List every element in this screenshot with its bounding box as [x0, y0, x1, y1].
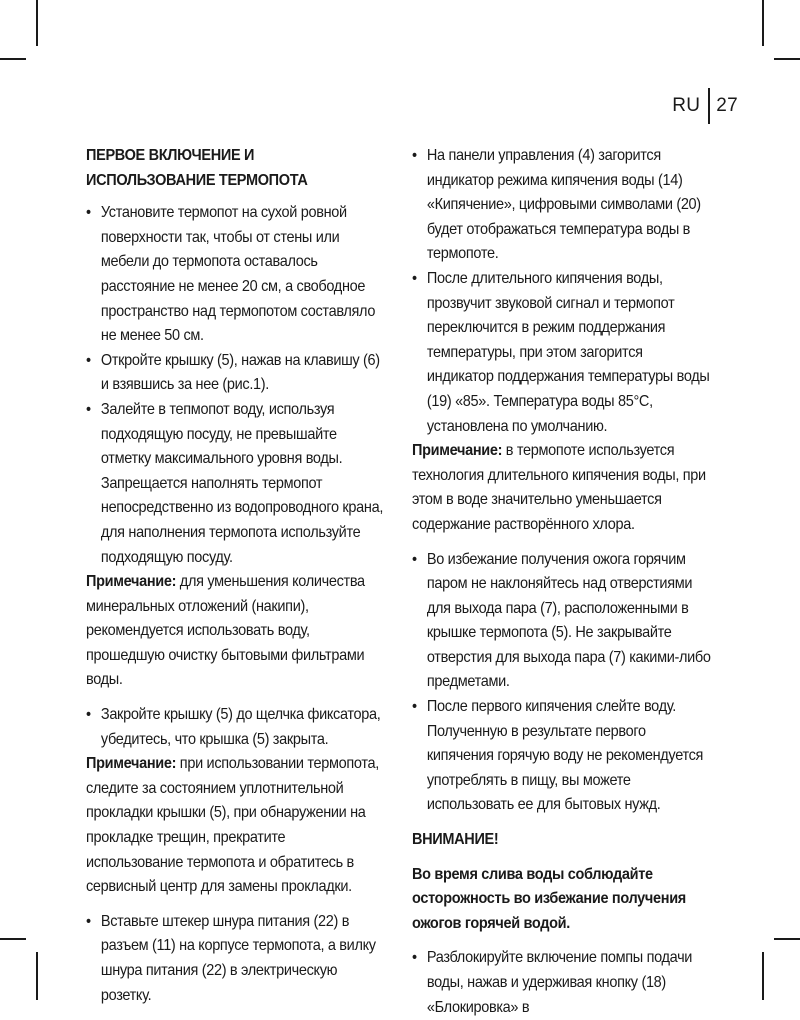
- bullet-glyph: •: [412, 698, 417, 716]
- list-item: [412, 946, 711, 1020]
- note-label: Примечание:: [86, 755, 177, 773]
- note-label: Примечание:: [86, 573, 177, 591]
- bullet-glyph: •: [86, 351, 91, 369]
- crop-mark: [774, 938, 800, 940]
- crop-mark: [0, 58, 26, 60]
- list-item: [86, 910, 385, 1008]
- bullet-glyph: •: [412, 269, 417, 287]
- list-item: [412, 695, 711, 818]
- bullet-glyph: •: [86, 706, 91, 724]
- list-item-text: На панели управления (4) загорится индикатор режима кипячения воды (14) «Кипячение», цифровыми символами (20) будет отображаться температура воды в термопоте.: [426, 147, 701, 263]
- bullet-list: [86, 703, 385, 752]
- bullet-glyph: •: [86, 400, 91, 418]
- list-item-text: После длительного кипячения воды, прозвучит звуковой сигнал и термопот переключится в режим поддержания температуры, при этом загорится индикатор поддержания температуры воды (19) «85». Температура воды 85°C, установлена по умолчанию.: [426, 269, 710, 435]
- bullet-list: [86, 201, 385, 570]
- bullet-glyph: •: [412, 147, 417, 164]
- note-label: Примечание:: [412, 442, 503, 460]
- page-number-value: 27: [716, 95, 738, 116]
- list-item: [412, 548, 711, 696]
- crop-mark: [0, 938, 26, 940]
- crop-mark: [774, 58, 800, 60]
- list-item-text: Разблокируйте включение помпы подачи воды, нажав и удерживая кнопку (18) «Блокировка» в: [426, 949, 693, 1016]
- note: [412, 439, 711, 537]
- bullet-glyph: •: [86, 204, 91, 222]
- crop-mark: [36, 0, 38, 46]
- section-heading: ПЕРВОЕ ВКЛЮЧЕНИЕ И ИСПОЛЬЗОВАНИЕ ТЕРМОПОТА: [86, 147, 308, 189]
- list-item-text: Во избежание получения ожога горячим паром не наклоняйтесь над отверстиями для выхода пара (7), расположенными в крышке термопота (5). Не закрывайте отверстия для выхода пара (7) какими-либо предметами.: [426, 550, 711, 691]
- bullet-glyph: •: [412, 550, 417, 568]
- list-item: [412, 267, 711, 439]
- bullet-list: [412, 946, 711, 1020]
- bullet-list: [86, 910, 385, 1008]
- crop-mark: [762, 0, 764, 46]
- list-item-text: Закройте крышку (5) до щелчка фиксатора, убедитесь, что крышка (5) закрыта.: [100, 706, 381, 748]
- note: [86, 570, 385, 693]
- note-text: при использовании термопота, следите за состоянием уплотнительной прокладки крышки (5), при обнаружении на прокладке трещин, прекратите использование термопота и обратитесь в сервисный центр для замены прокладки.: [86, 755, 379, 896]
- crop-mark: [762, 952, 764, 1000]
- list-item-text: После первого кипячения слейте воду. Полученную в результате первого кипячения горячую воду не рекомендуется употреблять в пищу, вы можете использовать ее для бытовых нужд.: [426, 698, 704, 814]
- list-item-text: Откройте крышку (5), нажав на клавишу (6) и взявшись за нее (рис.1).: [100, 351, 380, 394]
- list-item: [86, 201, 385, 349]
- list-item: [412, 144, 711, 267]
- note-text: для уменьшения количества минеральных отложений (накипи), рекомендуется использовать воду, прошедшую очистку бытовыми фильтрами воды.: [86, 573, 365, 689]
- warning-title: ВНИМАНИЕ!: [412, 831, 499, 849]
- language-code: RU: [672, 95, 701, 116]
- page-number: [672, 88, 738, 124]
- list-item: [86, 703, 385, 752]
- list-item: [86, 349, 385, 398]
- spacer: [412, 818, 711, 828]
- note-text: в термопоте используется технология длительного кипячения воды, при этом в воде значительно уменьшается содержание растворённого хлора.: [412, 442, 706, 533]
- spacer: [412, 853, 711, 863]
- list-item: [86, 398, 385, 570]
- list-item-text: Залейте в тепмопот воду, используя подходящую посуду, не превышайте отметку максимального уровня воды. Запрещается наполнять термопот непосредственно из водопроводного крана, для наполнения термопота используйте подходящую посуду.: [100, 400, 384, 566]
- bullet-list: [412, 548, 711, 819]
- page-number-divider: [708, 88, 710, 124]
- bullet-glyph: •: [86, 912, 91, 930]
- right-column: [412, 144, 711, 1020]
- left-column: [86, 144, 385, 1008]
- bullet-list: [412, 144, 711, 439]
- note: [86, 752, 385, 900]
- list-item-text: Установите термопот на сухой ровной поверхности так, чтобы от стены или мебели до термопота оставалось расстояние не менее 20 см, а свободное пространство над термопотом составляло не менее 50 см.: [100, 204, 376, 345]
- crop-mark: [36, 952, 38, 1000]
- warning-text: Во время слива воды соблюдайте осторожность во избежание получения ожогов горячей водой.: [412, 865, 686, 932]
- bullet-glyph: •: [412, 949, 417, 967]
- list-item-text: Вставьте штекер шнура питания (22) в разъем (11) на корпусе термопота, а вилку шнура питания (22) в электрическую розетку.: [100, 912, 376, 1004]
